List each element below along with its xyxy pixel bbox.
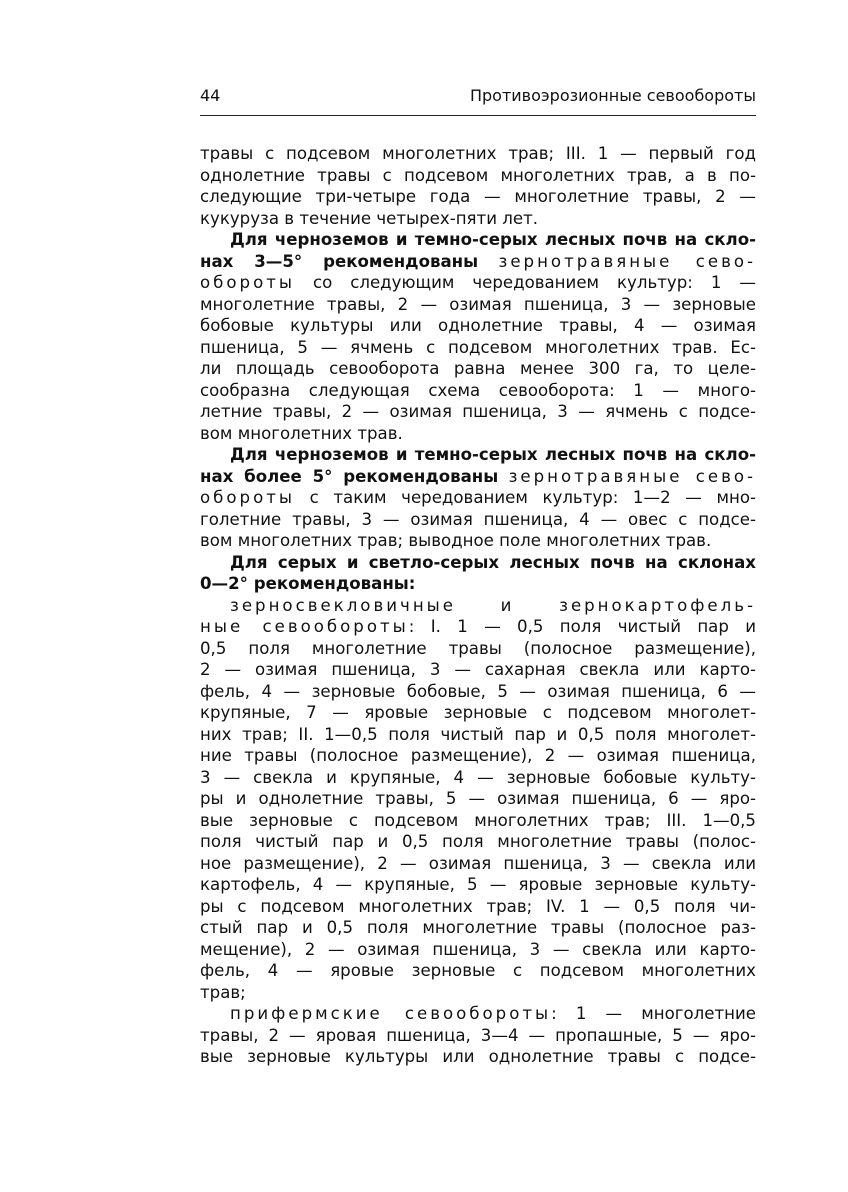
- text-run: : I. 1 — 0,5 поля чистый пар и: [408, 617, 756, 636]
- text-run: однолетние травы с подсевом многолетних трав, а в по-: [200, 165, 756, 185]
- text-run: сообразна следующая схема севооборота: 1 — много-: [200, 380, 756, 400]
- text-line: [200, 272, 756, 294]
- text-line: [200, 939, 756, 961]
- text-run: вые зерновые культуры или однолетние травы с подсе-: [200, 1047, 756, 1066]
- text-run: ли площадь севооборота равна менее 300 га, то целе-: [200, 359, 756, 378]
- text-line: [200, 423, 756, 445]
- text-line: [200, 229, 756, 251]
- text-line: [200, 982, 756, 1004]
- text-line: [200, 702, 756, 724]
- text-line: [200, 853, 756, 875]
- text-line: [200, 810, 756, 832]
- spaced-text: зернотравяные сево-: [498, 251, 756, 271]
- text-run: следующие три-четыре года — многолетние травы, 2 —: [200, 187, 756, 206]
- page-number: 44: [200, 86, 221, 105]
- text-line: [200, 638, 756, 660]
- text-line: [200, 767, 756, 789]
- text-line: [200, 165, 756, 187]
- text-run: со следующим чередованием культур: 1 —: [295, 273, 756, 292]
- text-line: [200, 917, 756, 939]
- text-run: крупяные, 7 — яровые зерновые с подсевом многолет-: [200, 703, 756, 722]
- text-line: [200, 315, 756, 337]
- text-run: травы с подсевом многолетних трав; III. 1 — первый год: [200, 144, 756, 163]
- text-run: ры с подсевом многолетних трав; IV. 1 — 0,5 поля чи-: [200, 896, 756, 916]
- text-line: [200, 659, 756, 681]
- text-line: [200, 444, 756, 466]
- text-line: [200, 251, 756, 273]
- text-run: [498, 467, 508, 486]
- text-line: [200, 337, 756, 359]
- text-run: ры и однолетние травы, 5 — озимая пшеница, 6 — яро-: [200, 789, 756, 808]
- text-run: летние травы, 2 — озимая пшеница, 3 — ячмень с подсе-: [200, 402, 756, 421]
- text-run: травы, 2 — яровая пшеница, 3—4 — пропашные, 5 — яро-: [200, 1025, 756, 1045]
- text-run: голетние травы, 3 — озимая пшеница, 4 — овес с подсе-: [200, 509, 756, 529]
- text-run: вом многолетних трав.: [200, 423, 403, 443]
- text-line: [200, 466, 756, 488]
- text-run: пшеница, 5 — ячмень с подсевом многолетних трав. Ес-: [200, 337, 756, 357]
- text-line: [200, 831, 756, 853]
- running-title: Противоэрозионные севообороты: [469, 86, 756, 105]
- text-line: [200, 186, 756, 208]
- text-line: [200, 143, 756, 165]
- text-run: бобовые культуры или однолетние травы, 4 — озимая: [200, 316, 756, 335]
- text-run: вом многолетних трав; выводное поле многолетних трав.: [200, 531, 712, 550]
- text-run: с таким чередованием культур: 1—2 — мно-: [295, 488, 756, 507]
- spaced-text: зернотравяные сево-: [508, 466, 756, 486]
- spaced-text: прифермские севообороты: [230, 1004, 552, 1023]
- text-run: 0,5 поля многолетние травы (полосное размещение),: [200, 638, 756, 658]
- text-line: [200, 1003, 756, 1025]
- text-line: [200, 960, 756, 982]
- text-run: мещение), 2 — озимая пшеница, 3 — свекла или карто-: [200, 939, 756, 959]
- text-run: них трав; II. 1—0,5 поля чистый пар и 0,5 поля многолет-: [200, 724, 756, 744]
- text-line: [200, 530, 756, 552]
- page-header: [200, 86, 756, 110]
- spaced-text: ные севообороты: [200, 617, 409, 636]
- text-line: [200, 1046, 756, 1068]
- text-run: стый пар и 0,5 поля многолетние травы (полосное раз-: [200, 918, 756, 937]
- spaced-text: обороты: [200, 273, 295, 292]
- body-text: [200, 143, 756, 1068]
- text-run: ное размещение), 2 — озимая пшеница, 3 — свекла или: [200, 853, 756, 873]
- text-line: [200, 874, 756, 896]
- text-run: фель, 4 — зерновые бобовые, 5 — озимая пшеница, 6 —: [200, 681, 756, 701]
- bold-text: нах 3—5° рекомендованы: [200, 251, 479, 271]
- text-line: [200, 896, 756, 918]
- text-line: [200, 616, 756, 638]
- text-run: 2 — озимая пшеница, 3 — сахарная свекла или карто-: [200, 660, 756, 679]
- text-run: трав;: [200, 982, 246, 1002]
- spaced-text: обороты: [200, 488, 295, 507]
- text-run: ние травы (полосное размещение), 2 — озимая пшеница,: [200, 746, 756, 765]
- text-run: поля чистый пар и 0,5 поля многолетние травы (полос-: [200, 832, 756, 851]
- bold-text: Для черноземов и темно-серых лесных почв на скло-: [230, 445, 756, 464]
- bold-text: Для серых и светло-серых лесных почв на склонах: [230, 552, 756, 572]
- text-line: [200, 724, 756, 746]
- text-run: кукуруза в течение четырех-пяти лет.: [200, 208, 539, 228]
- text-line: [200, 595, 756, 617]
- text-run: картофель, 4 — крупяные, 5 — яровые зерновые культу-: [200, 875, 756, 894]
- bold-text: нах более 5° рекомендованы: [200, 466, 499, 486]
- text-line: [200, 358, 756, 380]
- header-rule: [200, 115, 756, 116]
- text-line: [200, 509, 756, 531]
- text-run: фель, 4 — яровые зерновые с подсевом многолетних: [200, 961, 756, 980]
- bold-text: Для черноземов и темно-серых лесных почв на скло-: [230, 230, 756, 249]
- text-run: [478, 252, 498, 271]
- text-run: многолетние травы, 2 — озимая пшеница, 3 — зерновые: [200, 294, 756, 314]
- text-line: [200, 788, 756, 810]
- spaced-text: зерносвекловичные и зернокартофель-: [230, 595, 756, 615]
- text-line: [200, 745, 756, 767]
- text-line: [200, 208, 756, 230]
- text-line: [200, 1025, 756, 1047]
- text-line: [200, 681, 756, 703]
- bold-text: 0—2° рекомендованы:: [200, 574, 416, 593]
- text-run: 3 — свекла и крупяные, 4 — зерновые бобовые культу-: [200, 767, 756, 787]
- text-line: [200, 380, 756, 402]
- text-run: вые зерновые с подсевом многолетних трав; III. 1—0,5: [200, 810, 756, 830]
- text-line: [200, 573, 756, 595]
- text-line: [200, 552, 756, 574]
- text-run: : 1 — многолетние: [551, 1004, 756, 1023]
- text-line: [200, 294, 756, 316]
- text-line: [200, 401, 756, 423]
- text-line: [200, 487, 756, 509]
